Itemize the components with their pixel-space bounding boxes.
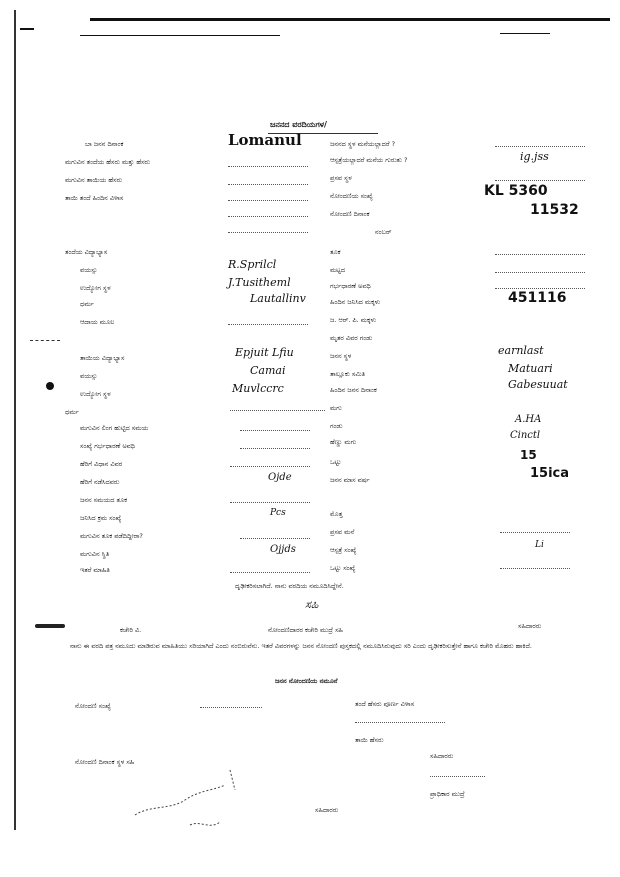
field-dots — [240, 538, 310, 539]
field-label: ತಾಯಿ ತಂದೆ ಹಿಂದಿನ ವಿಳಾಸ — [65, 194, 124, 202]
field-dots — [495, 288, 585, 289]
field-value: R.Sprilcl — [228, 258, 277, 271]
field-label: ಮಗು — [330, 404, 342, 412]
field-label: ಆಸ್ಪತ್ರೆ ಸಂಖ್ಯೆ — [330, 546, 357, 554]
field-value: KL 5360 — [484, 183, 548, 199]
field-label: ನೋಂದಣಿ ದಿನಾಂಕ — [330, 210, 370, 218]
field-label: ಮಗುವಿನ ಲಿಂಗ ಹುಟ್ಟಿದ ಸಮಯ — [80, 424, 149, 432]
field-label: ಜನಿಸಿದ ಕ್ರಮ ಸಂಖ್ಯೆ — [80, 514, 122, 522]
footer-signature: ಸಹಿದಾರರು — [315, 806, 339, 814]
field-label: ಮಟ್ಟದ — [330, 266, 346, 274]
scan-artifact-line — [90, 18, 610, 21]
field-label: ಜನನ ಮಾಸ ವರ್ಷ — [330, 476, 370, 484]
field-label: ಜನನ ಸ್ಥಳ — [330, 352, 352, 360]
field-label: ತಾಲ್ಲೂಕು ಸಮಿತಿ — [330, 370, 366, 378]
field-label: ಜನನದ ಸ್ಥಳ ಮನೆಯಲ್ಲಾದರೆ ? — [330, 140, 396, 148]
field-label: ನೋಂದಣಿಯ ಸಂಖ್ಯೆ — [330, 192, 373, 200]
field-label: ನಂಬರ್ — [375, 228, 392, 236]
field-label: ಹೆರಿಗೆ ನಡೆಸಿದವರು — [80, 478, 120, 486]
field-label: ಜನನ ಸಮಯದ ತೂಕ — [80, 496, 128, 504]
field-dots — [430, 776, 485, 777]
field-label: ಜ. ಆರ್. ಪಿ. ಮಕ್ಕಳು — [330, 316, 377, 324]
field-value: A.HA — [515, 414, 542, 425]
field-label: ಸಂಖ್ಯೆ ಗರ್ಭಧಾರಣೆ ಅವಧಿ — [80, 442, 135, 450]
field-label: ಮಗುವಿನ ತಂದೆಯ ಹೆಸರು ಮತ್ತು ಹೆಸರು — [65, 158, 151, 166]
section-label: ತಂದೆಯ ವಿದ್ಯಾಭ್ಯಾಸ — [65, 248, 108, 256]
field-dots — [495, 254, 585, 255]
field-label: ಒಟ್ಟು — [330, 458, 342, 466]
field-dots — [230, 502, 310, 503]
field-dots — [495, 146, 585, 147]
bottom-right-label: ತಂದೆ ಹೆಸರು ಪೂರ್ಣ ವಿಳಾಸ — [355, 700, 415, 708]
field-value: 451116 — [508, 290, 567, 306]
field-label: ವಯಸ್ಸು — [80, 372, 98, 380]
certify-text: ದೃಢೀಕರಿಸಲಾಗಿದೆ. ನಾನು ವರದಿಯ ನಮೂದಿಸಿದ್ದೇನೆ. — [235, 582, 344, 590]
field-dots — [228, 232, 308, 233]
field-label: ಬಾ ಜನನ ದಿನಾಂಕ — [85, 140, 124, 148]
field-label: ಇತರೆ ಮಾಹಿತಿ — [80, 566, 110, 574]
field-dots — [228, 166, 308, 167]
field-dots — [230, 410, 325, 411]
field-label: ಆದಾಯ ಮೂಲ — [80, 318, 115, 326]
field-dots — [200, 707, 262, 708]
field-label: ತಾಯಿಯ ವಿದ್ಯಾಭ್ಯಾಸ — [80, 354, 125, 362]
field-dots — [500, 568, 570, 569]
field-label: ಒಟ್ಟು ಸಂಖ್ಯೆ — [330, 564, 356, 572]
field-value: Pcs — [270, 508, 286, 518]
bottom-right-label: ಸಹಿದಾರರು — [430, 752, 454, 760]
field-value: Cinctl — [510, 430, 541, 441]
scan-dot — [46, 382, 54, 390]
field-value: 15 — [520, 448, 537, 462]
field-label: ಮಗುವಿನ ತಾಯಿಯ ಹೆಸರು — [65, 176, 123, 184]
field-label: ಮೊತ್ತ — [330, 510, 343, 518]
field-value: ig.jss — [520, 150, 549, 163]
field-dots — [228, 184, 308, 185]
field-value: J.Tusitheml — [228, 276, 291, 289]
field-dots — [495, 272, 585, 273]
bottom-left-label: ನೋಂದಣಿ ದಿನಾಂಕ ಸ್ಥಳ ಸಹಿ — [75, 758, 135, 766]
field-dots — [240, 448, 310, 449]
field-value: Lautallinv — [250, 292, 306, 305]
scan-mark — [35, 624, 65, 628]
field-dots — [230, 572, 310, 573]
field-label: ಮಗುವಿನ ಸ್ಥಿತಿ — [80, 550, 110, 558]
field-label: ವಯಸ್ಸು — [80, 266, 98, 274]
field-value: 11532 — [530, 202, 579, 218]
section2-title: ಜನನ ನೋಂದಣಿಯ ನಮೂನೆ — [275, 677, 338, 685]
signature-scribble — [130, 760, 260, 840]
office-mid: ನೋಂದಣಿದಾರರ ಕಚೇರಿ ಮುದ್ರೆ ಸಹಿ — [268, 626, 343, 634]
field-value: Ojde — [268, 472, 292, 483]
field-label: ಗರ್ಭಧಾರಣೆ ಅವಧಿ — [330, 282, 371, 290]
field-label: ಹಿಂದಿನ ಜನಿಸಿದ ಮಕ್ಕಳು — [330, 298, 381, 306]
form-title: ಜನನದ ವರದಿಯಗಳ/ — [270, 120, 327, 129]
field-label: ಮಗುವಿನ ತೂಕ ಪಡೆದಿದ್ದೀರಾ? — [80, 532, 143, 540]
scan-artifact-line — [80, 35, 280, 36]
field-dots — [228, 216, 308, 217]
field-label: ಹೆರಿಗೆ ವಿಧಾನ ವಿವರ — [80, 460, 123, 468]
field-label: ಮೃತರ ವಿವರ ಗಂಡು — [330, 334, 373, 342]
office-right: ಸಹಿದಾರರು — [518, 622, 542, 630]
field-value: 15ica — [530, 466, 570, 481]
field-dots — [240, 430, 310, 431]
scan-artifact-line — [20, 28, 34, 30]
field-value: earnlast — [498, 344, 544, 357]
field-label: ಉದ್ಯೋಗ ಸ್ಥಳ — [80, 284, 111, 292]
field-value: Epjuit Lfiu — [235, 346, 294, 359]
field-label: ಗಂಡು — [330, 422, 343, 430]
field-dots — [495, 180, 585, 181]
bottom-right-label: ತಾಯಿ ಹೆಸರು — [355, 736, 384, 744]
field-value: Li — [535, 540, 544, 550]
field-dots — [230, 466, 310, 467]
field-dots — [228, 324, 308, 325]
bottom-left-label: ನೋಂದಣಿ ಸಂಖ್ಯೆ — [75, 702, 111, 710]
field-value: Gabesuuat — [508, 378, 568, 391]
office-left: ಕಚೇರಿ ವಿ. — [120, 626, 142, 634]
field-label: ಹೆಣ್ಣು ಮಗು — [330, 438, 357, 446]
field-value: Ojjds — [270, 544, 296, 555]
field-label: ಪ್ರಸವ ಮನೆ — [330, 528, 355, 536]
declaration-paragraph: ನಾನು ಈ ವರದಿ ಪತ್ರ ನಮೂದು ಮಾಡಿರುವ ಮಾಹಿತಿಯು ಸರಿಯಾಗಿದೆ ಎಂದು ನಂಬಿರುವೆನು. ಇತರೆ ವಿವರಗಳನ್ನು ಜನನ ನೋಂದಣಿ ಪುಸ್ತಕದಲ್ಲಿ ನಮೂದಿಸಿರುವುದು ಸರಿ ಎಂದು ದೃಢೀಕರಿಸುತ್ತೇನೆ ಹಾಗೂ ಕಚೇರಿ ಮೊಹರು ಹಾಕಿದೆ. — [70, 642, 532, 650]
field-label: ಆಸ್ಪತ್ರೆಯಲ್ಲಾದರೆ ಮನೆಯ ಗುರುತು ? — [330, 156, 408, 164]
field-value: Matuari — [508, 362, 553, 375]
field-label: ಧರ್ಮ — [65, 408, 79, 416]
field-dots — [228, 200, 308, 201]
field-value: Camai — [250, 364, 286, 377]
scan-artifact-line — [14, 10, 16, 830]
field-dots — [500, 532, 570, 533]
field-label: ಹಿಂದಿನ ಜನನ ದಿನಾಂಕ — [330, 386, 377, 394]
field-dots — [355, 722, 445, 723]
field-label: ತೂಕ — [330, 248, 341, 256]
field-label: ಪ್ರಸವ ಸ್ಥಳ — [330, 174, 352, 182]
bottom-right-label: ಪ್ರಾಧಿಕಾರ ಮುದ್ರೆ — [430, 790, 465, 798]
officer-signature: ಸಹಿ — [305, 598, 319, 611]
field-label: ಉದ್ಯೋಗ ಸ್ಥಳ — [80, 390, 111, 398]
field-value: Muvlccrc — [232, 382, 284, 395]
scan-artifact-line — [500, 33, 550, 34]
scan-mark — [30, 340, 60, 341]
field-value: Lomanul — [228, 131, 302, 149]
field-label: ಧರ್ಮ — [80, 300, 94, 308]
